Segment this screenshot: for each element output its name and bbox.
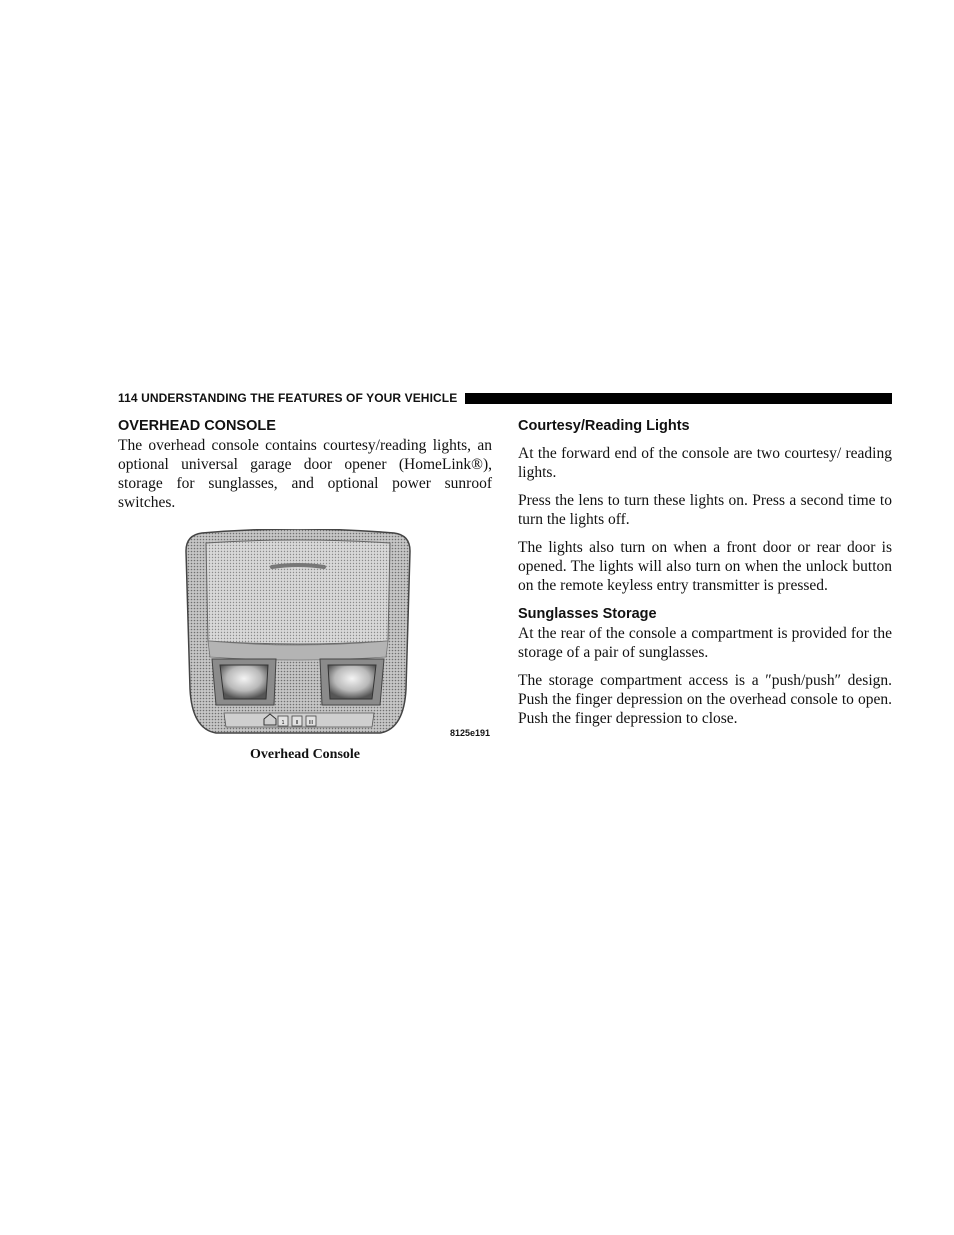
page-header <box>118 390 892 406</box>
overhead-console-figure <box>118 527 492 745</box>
courtesy-paragraph-3: The lights also turn on when a front door or rear door is opened. The lights will also turn on when the unlock button on the remote keyless entry transmitter is pressed. <box>518 539 892 594</box>
homelink-button-3-label: III <box>308 720 314 726</box>
sunglasses-paragraph-2: The storage compartment access is a ″push/push″ design. Push the finger depression on the overhead console to open. Push the finger depression to close. <box>518 672 892 727</box>
sunglasses-paragraph-1: At the rear of the console a compartment is provided for the storage of a pair of sunglasses. <box>518 625 892 661</box>
homelink-buttons <box>278 716 316 726</box>
figure-caption: Overhead Console <box>249 747 361 762</box>
section-heading-overhead-console: OVERHEAD CONSOLE <box>118 418 276 434</box>
homelink-button-1-label: 1 <box>281 720 285 726</box>
figure-id: 8125e191 <box>449 728 490 738</box>
left-column <box>118 416 492 763</box>
courtesy-paragraph-2: Press the lens to turn these lights on. Press a second time to turn the lights off. <box>518 492 892 528</box>
overhead-console-illustration <box>184 529 412 735</box>
section-heading-courtesy-lights: Courtesy/Reading Lights <box>518 418 690 434</box>
section-heading-sunglasses-storage: Sunglasses Storage <box>518 606 657 622</box>
header-rule <box>465 393 892 404</box>
right-column <box>518 416 892 728</box>
overhead-console-intro: The overhead console contains courtesy/reading lights, an optional universal garage door opener (HomeLink®), storage for sunglasses, and optional power sunroof switches. <box>118 437 492 511</box>
courtesy-paragraph-1: At the forward end of the console are two courtesy/ reading lights. <box>518 445 892 481</box>
homelink-button-2-label: II <box>295 720 299 726</box>
page-header-label: 114 UNDERSTANDING THE FEATURES OF YOUR VEHICLE <box>118 391 458 405</box>
